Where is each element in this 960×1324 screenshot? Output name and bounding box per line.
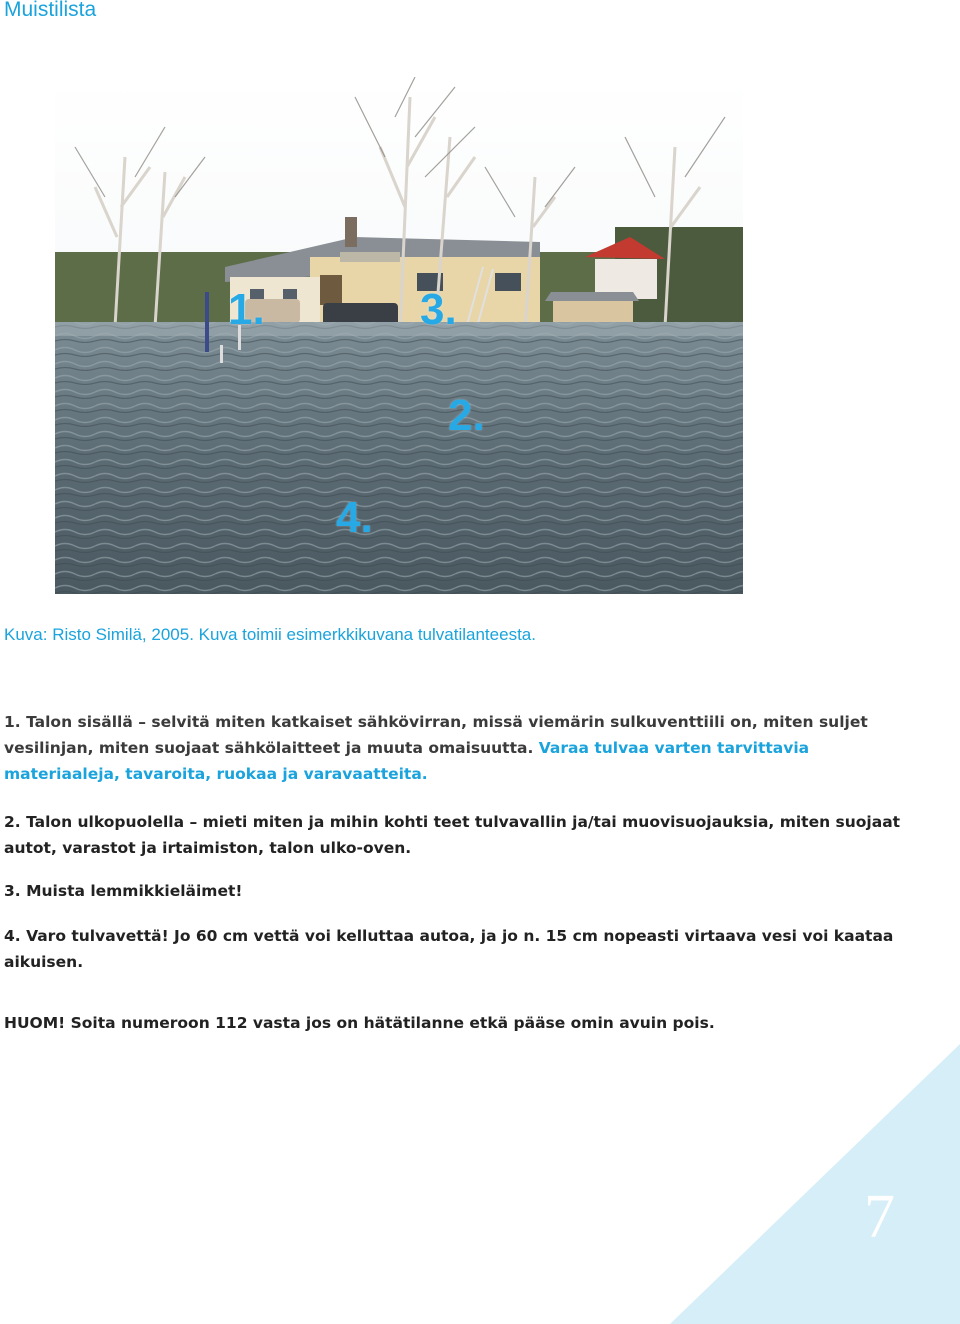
page-title: Muistilista bbox=[4, 0, 97, 21]
list-item-text: 1. Talon sisällä – selvitä miten katkaiset sähkövirran, missä viemärin sulkuventtiili on, miten suljet vesilinjan, miten suojaat sähkölaitteet ja muuta omaisuutta. bbox=[4, 713, 868, 757]
photo-marker-4: 4. bbox=[336, 493, 373, 542]
page-number: 7 bbox=[864, 1183, 895, 1251]
flood-photo bbox=[55, 77, 743, 594]
photo-marker-3: 3. bbox=[420, 285, 457, 334]
photo-marker-2: 2. bbox=[448, 391, 485, 440]
warning-text: HUOM! Soita numeroon 112 vasta jos on hätätilanne etkä pääse omin avuin pois. bbox=[4, 1014, 715, 1032]
photo-caption: Kuva: Risto Similä, 2005. Kuva toimii esimerkkikuvana tulvatilanteesta. bbox=[4, 625, 536, 644]
list-item bbox=[4, 709, 904, 787]
list-item: 4. Varo tulvavettä! Jo 60 cm vettä voi kelluttaa autoa, ja jo n. 15 cm nopeasti virtaava vesi voi kaataa aikuisen. bbox=[4, 927, 894, 971]
photo-marker-1: 1. bbox=[228, 285, 265, 334]
list-item: 2. Talon ulkopuolella – mieti miten ja mihin kohti teet tulvavallin ja/tai muovisuojauksia, miten suojaat autot, varastot ja irtaimiston, talon ulko-oven. bbox=[4, 813, 901, 857]
list-item: 3. Muista lemmikkieläimet! bbox=[4, 882, 243, 900]
corner-decoration bbox=[670, 1044, 960, 1324]
list-item-text-highlight: Varaa tulvaa varten tarvittavia materiaaleja, tavaroita, ruokaa ja varavaatteita. bbox=[4, 739, 810, 783]
